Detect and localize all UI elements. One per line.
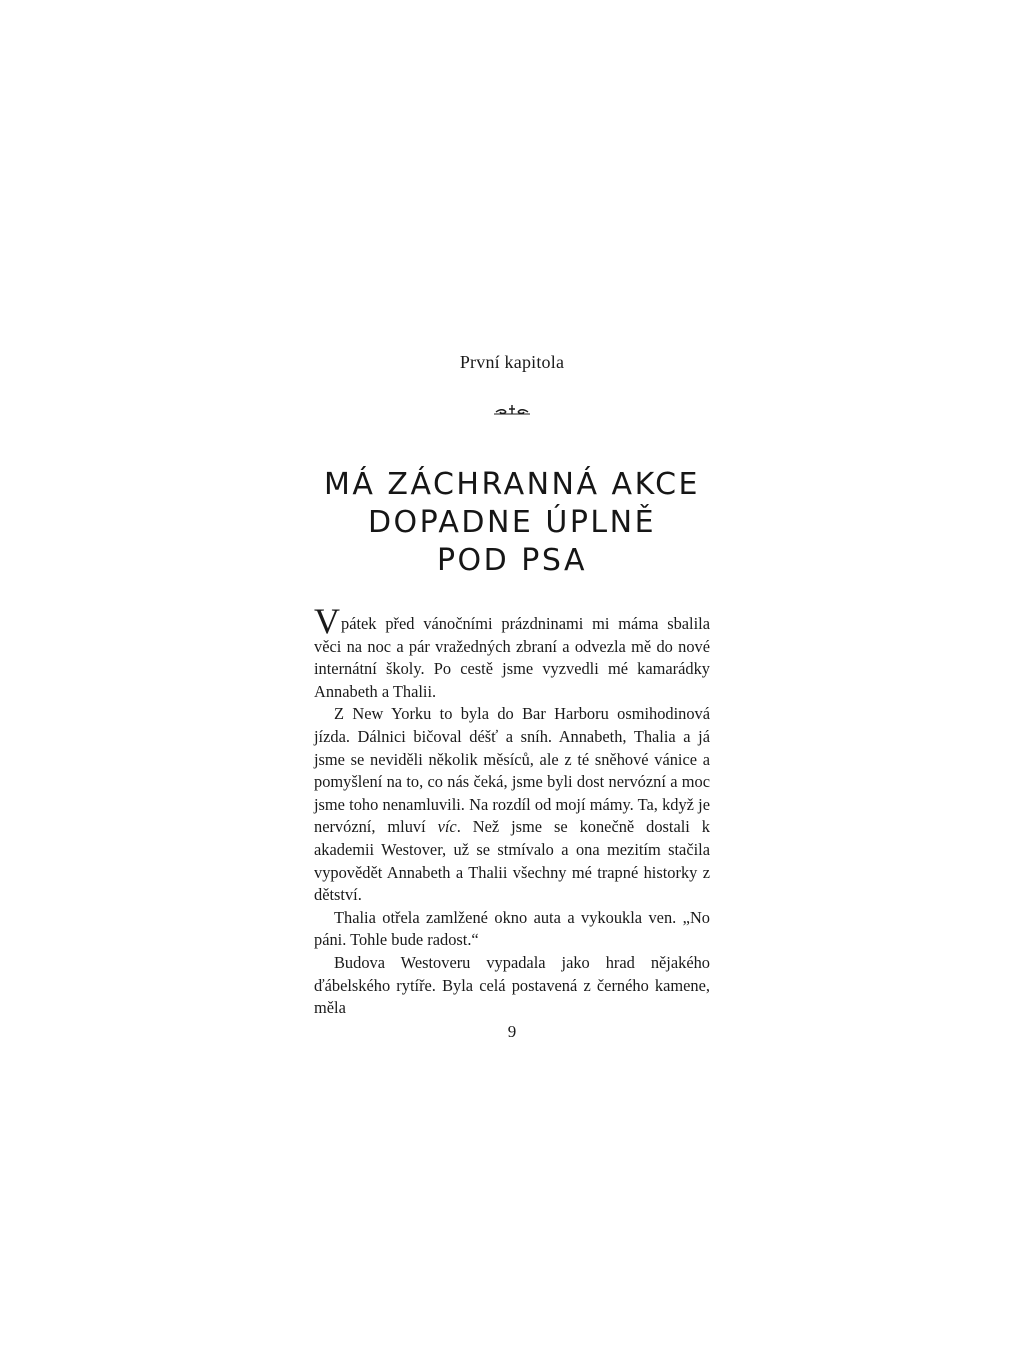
paragraph: Thalia otřela zamlžené okno auta a vykoukla ven. „No páni. Tohle bude radost.“ bbox=[314, 907, 710, 950]
chapter-title-line: MÁ ZÁCHRANNÁ AKCE bbox=[323, 467, 701, 503]
paragraph-text: Z New Yorku to byla do Bar Harboru osmihodinová jízda. Dálnici bičoval déšť a sníh. Annabeth, Thalia a já jsme se neviděli několik měsíců, ale z té sněhové vánice a pomyšlení na to, co nás čeká, jsme byli dost nervózní a moc jsme toho nenamluvili. Na rozdíl od mojí mámy. Ta, když je nervózní, mluví bbox=[314, 704, 710, 837]
drop-cap: V bbox=[314, 601, 340, 641]
chapter-title bbox=[0, 466, 1024, 580]
emphasis-text: víc bbox=[437, 817, 457, 837]
chapter-label: První kapitola bbox=[459, 352, 565, 372]
chapter-title-line: POD PSA bbox=[436, 543, 588, 579]
paragraph-text: pátek před vánočními prázdninami mi máma sbalila věci na noc a pár vražedných zbraní a odvezla mě do nové internátní školy. Po cestě jsme vyzvedli mé kamarádky Annabeth a Thalii. bbox=[314, 614, 710, 701]
paragraph-text: . Než jsme se konečně dostali k akademii Westover, už se stmívalo a ona mezitím stačila vypovědět Annabeth a Thalii všechny mé trapné historky z dětství. bbox=[314, 817, 710, 905]
swirl-ornament-icon bbox=[492, 400, 532, 418]
chapter-body bbox=[314, 601, 710, 1020]
paragraph: Budova Westoveru vypadala jako hrad nějakého ďábelského rytíře. Byla celá postavená z černého kamene, měla bbox=[314, 952, 710, 1018]
paragraph bbox=[314, 601, 710, 703]
page-number: 9 bbox=[507, 1022, 517, 1041]
chapter-title-line: DOPADNE ÚPLNĚ bbox=[367, 505, 657, 541]
paragraph bbox=[314, 703, 710, 906]
